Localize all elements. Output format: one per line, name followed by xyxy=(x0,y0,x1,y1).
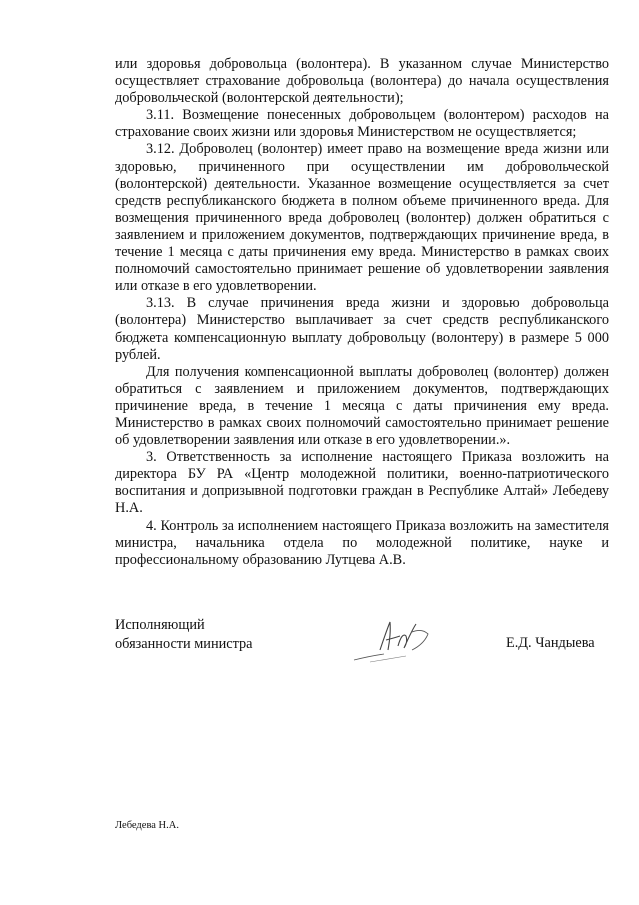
signatory-position xyxy=(115,616,253,654)
paragraph-3-11: 3.11. Возмещение понесенных добровольцем (волонтером) расходов на страхование своих жизни или здоровья Министерством не осуществляется; xyxy=(115,107,609,141)
document-body xyxy=(115,56,609,569)
handwritten-signature xyxy=(350,610,440,668)
signatory-position-line1: Исполняющий xyxy=(115,617,205,633)
paragraph-continuation: или здоровья добровольца (волонтера). В указанном случае Министерство осуществляет страхование добровольца (волонтера) до начала осуществления добровольческой (волонтерской деятельности); xyxy=(115,56,609,107)
paragraph-4: 4. Контроль за исполнением настоящего Приказа возложить на заместителя министра, начальника отдела по молодежной политике, науке и профессиональному образованию Лутцева А.В. xyxy=(115,517,609,568)
paragraph-3: 3. Ответственность за исполнение настоящего Приказа возложить на директора БУ РА «Центр молодежной политики, военно-патриотического воспитания и допризывной подготовки граждан в Республике Алтай» Лебедеву Н.А. xyxy=(115,449,609,517)
signatory-position-line2: обязанности министра xyxy=(115,636,253,652)
signatory-name: Е.Д. Чандыева xyxy=(506,635,595,651)
paragraph-3-12: 3.12. Доброволец (волонтер) имеет право на возмещение вреда жизни или здоровью, причиненного при осуществлении им добровольческой (волонтерской) деятельности. Указанное возмещение осуществляется за счет средств республиканского бюджета в полном объеме причиненного вреда. Для возмещения причиненного вреда доброволец (волонтер) должен обратиться с заявлением и приложением документов, подтверждающих причинение вреда, в течение 1 месяца с даты причинения ему вреда. Министерство в рамках своих полномочий самостоятельно принимает решение об удовлетворении заявления или отказе в его удовлетворении. xyxy=(115,141,609,295)
executor-name: Лебедева Н.А. xyxy=(115,820,179,831)
paragraph-compensation: Для получения компенсационной выплаты доброволец (волонтер) должен обратиться с заявлением и приложением документов, подтверждающих причинение вреда, в течение 1 месяца с даты причинения ему вреда. Министерство в рамках своих полномочий самостоятельно принимает решение об удовлетворении заявления или отказе в его удовлетворении.». xyxy=(115,363,609,449)
paragraph-3-13: 3.13. В случае причинения вреда жизни и здоровью добровольца (волонтера) Министерство выплачивает за счет средств республиканского бюджета компенсационную выплату добровольцу (волонтеру) в размере 5 000 рублей. xyxy=(115,295,609,363)
